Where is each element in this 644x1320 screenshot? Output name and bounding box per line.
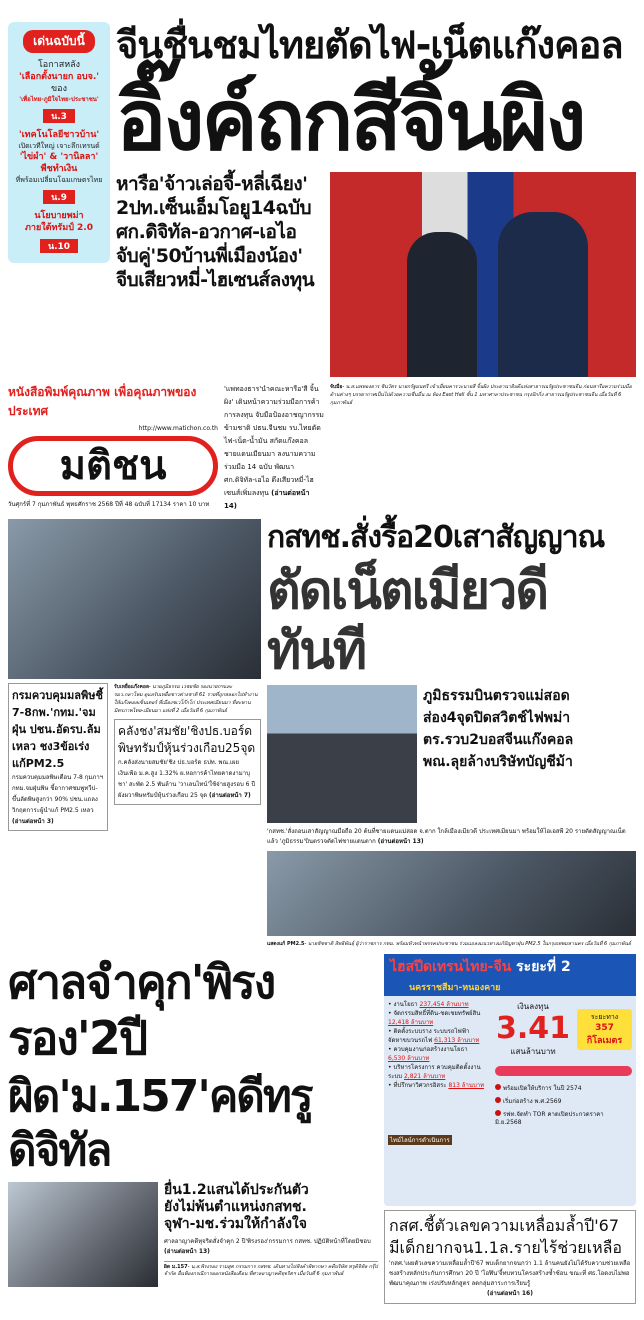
story-text: กรมควบคุมมลพิษเตือน 7-8 กุมภาฯ กทม.จมฝุ่นพิษ ชี้อากาศชมพูทวีป-ขึ้นลัดพิษสูงกว่า 90% ปชน.แถลงวิกฤตการะผู้นำแก้ PM2.5 เหลว bbox=[12, 774, 104, 814]
caption-text: - นายชัชชาติ สิทธิพันธุ์ ผู้ว่าราชการ กทม. พร้อมหัวหน้าพรรคประชาชน ร่วมแถลงแนวทางแก้ปัญหาฝุ่น PM2.5 ในกรุงเทพมหานคร เมื่อวันที่ 6 กุมภาพันธ์ bbox=[304, 941, 631, 947]
subhead: จีบเสียวหมี่-ไฮเซนส์ลงทุน bbox=[116, 269, 315, 291]
story-text: ก.คลังส่งนายสมชัย'ชิง ปธ.บอร์ด ธปท. พณ.เผยเงินเฟ้อ ม.ค.สูง 1.32% ผ.หอการค้าไทยคาดงามาบุชา' สะพัด 2.5 พันล้าน 'วาเลนไทน์'ใช้จ่ายสูงรอบ 6 ปี ผังผวาพิษทรัมป์หุ้นร่วงเกือบ 25 จุด bbox=[118, 759, 256, 799]
lead-photo-caption bbox=[330, 383, 636, 407]
highlight-text: 'เพื่อไทย-ภูมิใจไทย-ประชาชน' bbox=[19, 96, 99, 103]
story2-subheads bbox=[423, 685, 636, 773]
high-speed-rail-infographic bbox=[384, 954, 636, 1206]
story-text: 'กสทช.'สั่งถอนเสาสัญญาณมือถือ 20 ต้นที่ชายแดนแม่สอด จ.ตาก ใกล้เมืองเมียวดี ประเทศเมียนมา พร้อมให้ไอเอสพี 20 รายตัดสัญญาณเน็ตแล้ว 'ภูมิธรรม'บินตรวจตัดไฟชายแดนตาก bbox=[267, 828, 626, 845]
milestone: รฟท.จัดทำ TOR คาดเปิดประกวดราคา มิ.ย.2568 bbox=[495, 1111, 604, 1126]
subhead: หารือ'จ้าวเล่อจี้-หลี่เฉียง' bbox=[116, 173, 308, 195]
highlight-text: 'เลือกตั้งนายก อบจ.' bbox=[18, 72, 100, 82]
subhead: ศก.ดิจิทัล-อวกาศ-เอไอ bbox=[116, 221, 297, 243]
subhead: 2ปท.เซ็นเอ็มโอยู14ฉบับ bbox=[116, 197, 312, 219]
highlight-item[interactable] bbox=[10, 210, 108, 259]
lead-kicker-headline: จีนชื่นชมไทยตัดไฟ-เน็ตแก๊งคอล bbox=[116, 23, 623, 67]
caption-text: - น.ส.แพทองธาร ชินวัตร นายกรัฐมนตรี เข้าเยี่ยมคารวะนายสี จิ้นผิง ประธานาธิบดีแห่งสาธารณรัฐประชาชนจีน ก่อนหารือความร่วมมือด้านต่างๆ บรรยากาศเป็นไปด้วยความชื่นมื่น ณ ห้อง East Hall ชั้น 1 มหาศาลาประชาชน กรุงปักกิ่ง สาธารณรัฐประชาชนจีน เมื่อวันที่ 6 กุมภาพันธ์ bbox=[330, 384, 632, 406]
continued-link[interactable]: (อ่านต่อหน้า 7) bbox=[209, 792, 251, 799]
highlight-text: ที่พร้อมเปลี่ยนโฉมเกษตรไทย bbox=[15, 176, 103, 184]
distance-callout: ระยะทาง 357 กิโลเมตร bbox=[577, 1009, 632, 1050]
masthead-url[interactable]: http://www.matichon.co.th bbox=[138, 425, 218, 432]
highlight-text: 'เทคโนโลยีชาวบ้าน' bbox=[18, 130, 100, 140]
cost-item: • จัดกรรมสิทธิ์ที่ดิน-ชดเชยทรัพย์สิน 12,418 ล้านบาท bbox=[388, 1010, 481, 1026]
court-subheads bbox=[164, 1182, 378, 1233]
continued-link[interactable]: (อ่านต่อหน้า 13) bbox=[164, 1248, 210, 1255]
cost-item: • บริหารโครงการ ควบคุมติดตั้งงานระบบ 2,821 ล้านบาท bbox=[388, 1064, 481, 1080]
cost-item: • งานโยธา 237,454 ล้านบาท bbox=[388, 1001, 469, 1008]
continued-link[interactable]: (อ่านต่อหน้า 16) bbox=[487, 1290, 533, 1297]
story-headline[interactable]: กรมควบคุมมลพิษชี้ 7-8กพ.'กทม.'จมฝุ่น ปชน.อัดรบ.ล้มเหลว ชง3ข้อเร่งแก้PM2.5 bbox=[12, 689, 103, 770]
story-text: ศาลอาญาคดีทุจริตสั่งจำคุก 2 ปี'พิรงรอง'กรรมการ กสทช. ปฏิบัติหน้าที่โดยมิชอบ bbox=[164, 1238, 371, 1245]
investment-figure: เงินลงทุน 3.41 แสนล้านบาท bbox=[495, 1002, 571, 1056]
story2-kicker: กสทช.สั่งรื้อ20เสาสัญญาณ bbox=[267, 520, 605, 555]
middle-section bbox=[8, 519, 636, 948]
story2-headline[interactable]: ตัดเน็ตเมียวดีทันที bbox=[267, 561, 548, 681]
highlight-text: ของ bbox=[51, 84, 67, 94]
highlight-text: ภายใต้ทรัมป์ 2.0 bbox=[25, 223, 93, 233]
story-text: 'กสศ.'เผยตัวเลขความเหลื่อมล้ำปี'67 พบเด็กยากจนกว่า 1.1 ล้านคนยังไม่ได้รับความช่วยเหลือ ชงสร้างหลักประกันการศึกษา 20 ปี 'โอฬิน'จี้ทบทวนโครงสร้างซ้ำซ้อน ขณะที่ ศธ.โอดงบไม่พอพัฒนาคุณภาพ เร่งปรับหลักสูตร ลดกลุ่มสาระการเรียนรู้ bbox=[389, 1260, 631, 1287]
pm25-caption bbox=[267, 940, 636, 948]
highlights-badge: เด่นฉบับนี้ bbox=[23, 30, 95, 53]
milestone: พร้อมเปิดให้บริการ ในปี 2574 bbox=[495, 1084, 632, 1093]
pollution-story bbox=[8, 683, 108, 831]
court-text bbox=[164, 1237, 378, 1257]
page-ref: น.3 bbox=[43, 109, 75, 123]
cost-item: • ที่ปรึกษาวิศวกรอิสระ 813 ล้านบาท bbox=[388, 1082, 485, 1089]
call-center-victims-photo bbox=[8, 519, 261, 679]
highlight-item[interactable] bbox=[10, 129, 108, 210]
continued-link[interactable]: (อ่านต่อหน้า 14) bbox=[224, 489, 310, 510]
cost-item: • ติดตั้งระบบราง ระบบรถไฟฟ้า จัดหาขบวนรถไฟ 61,313 ล้านบาท bbox=[388, 1028, 480, 1044]
top-section bbox=[8, 22, 636, 377]
masthead-slogan: หนังสือพิมพ์คุณภาพ เพื่อคุณภาพของประเทศ bbox=[8, 385, 197, 418]
bottom-section bbox=[8, 954, 636, 1304]
highlight-text: พืชทำเงิน bbox=[40, 164, 78, 174]
masthead-section bbox=[8, 383, 636, 513]
highlight-text: 'ไข่ผำ' & 'วานิลลา' bbox=[19, 152, 99, 162]
story-headline[interactable]: คลังชง'สมชัย'ชิงปธ.บอร์ด พิษทรัมป์หุ้นร่วงเกือบ25จุด bbox=[118, 724, 256, 755]
highlight-text: นโยบายพม่า bbox=[34, 211, 84, 221]
subhead: ยื่น1.2แสนได้ประกันตัว bbox=[164, 1182, 309, 1198]
caption-label: แสดงแก้ PM2.5 bbox=[267, 941, 305, 947]
infographic-phase: ระยะที่ 2 bbox=[516, 959, 571, 975]
caption-text: - น.ส.พิรงรอง รามสูต กรรมการ กสทช. เดินทางไปฟังคำพิพากษา คดีบริษัท ทรูดิจิทัล กรุ๊ป จำกัด ยื่นฟ้องกรณีการออกหนังสือเตือน ที่ศาลอาญาคดีทุจริตฯ เมื่อวันที่ 6 กุมภาพันธ์ bbox=[164, 1264, 378, 1277]
court-headline[interactable]: ศาลจำคุก'พิรงรอง'2ปี bbox=[8, 955, 275, 1065]
caption-label: รับเหยื่อแก๊งคอล bbox=[114, 684, 149, 690]
lead-photo bbox=[330, 172, 636, 377]
timeline-tag: ไทม์ไลน์การดำเนินการ bbox=[390, 1137, 450, 1144]
infographic-title: ไฮสปีดเทรนไทย-จีน bbox=[390, 959, 512, 975]
infographic-route: นครราชสีมา-หนองคาย bbox=[384, 980, 636, 996]
subhead: ยังไม่พ้นตำแหน่งกสทช. bbox=[164, 1199, 307, 1215]
pm25-photo bbox=[267, 851, 636, 936]
subhead: ตร.รวบ2บอสจีนแก๊งคอล bbox=[423, 732, 574, 748]
court-photo-caption bbox=[164, 1261, 378, 1278]
subhead: ส่อง4จุดปิดสวิตช์ไฟพม่า bbox=[423, 710, 571, 726]
story-headline[interactable]: กสศ.ชี้ตัวเลขความเหลื่อมล้ำปี'67 bbox=[389, 1216, 620, 1235]
continued-link[interactable]: (อ่านต่อหน้า 3) bbox=[12, 818, 54, 825]
story-subheadline: มีเด็กยากจน1.1ล.รายไร้ช่วยเหลือ bbox=[389, 1238, 623, 1257]
story2-text bbox=[267, 827, 636, 847]
caption-text: - นายภูมิธรรม เวชยชัย รองนายกฯและ รมว.กลาโหม ดูแลรับเหยื่อชาวต่างชาติ 61 รายที่ถูกหลอกไปทำงานให้แก๊งคอลเซ็นเตอร์ ที่เมืองชเวโก๊กโก่ ประเทศเมียนมา ที่สะพานมิตรภาพไทย-เมียนมา แห่งที่ 2 เมื่อวันที่ 6 กุมภาพันธ์ bbox=[114, 684, 258, 714]
masthead bbox=[8, 383, 218, 509]
court-photo bbox=[8, 1182, 158, 1287]
page-ref: น.10 bbox=[40, 239, 78, 253]
lead-blurb bbox=[224, 383, 324, 513]
highlight-text: เปิดเวทีใหญ่ เจาะลึกเทรนด์ bbox=[18, 142, 100, 150]
lead-subheads bbox=[116, 172, 324, 292]
cost-list bbox=[384, 996, 489, 1094]
finance-story bbox=[114, 719, 261, 805]
lead-headline[interactable]: อิ๊งค์ถกสีจิ้นผิง bbox=[116, 71, 584, 169]
subhead: จับคู่'50บ้านพี่เมืองน้อง' bbox=[116, 245, 303, 267]
subhead: ภูมิธรรมบินตรวจแม่สอด bbox=[423, 688, 570, 704]
court-subheadline: ผิด'ม.157'คดีทรูดิจิทัล bbox=[8, 1071, 312, 1176]
milestone: เริ่มก่อสร้าง พ.ศ.2569 bbox=[495, 1097, 632, 1106]
mae-sot-photo bbox=[267, 685, 417, 823]
subhead: จุฬา-มช.ร่วมให้กำลังใจ bbox=[164, 1216, 307, 1232]
highlight-text: โอกาสหลัง bbox=[37, 60, 81, 70]
highlights-sidebar bbox=[8, 22, 110, 263]
issue-date: วันศุกร์ที่ 7 กุมภาพันธ์ พุทธศักราช 2568 ปีที่ 48 ฉบับที่ 17134 ราคา 10 บาท bbox=[8, 501, 210, 508]
highlight-item[interactable] bbox=[10, 59, 108, 129]
victims-photo-caption bbox=[114, 683, 261, 715]
blurb-text: 'แพทองธาร'นำคณะหารือ'สี จิ้นผิง' เดินหน้าความร่วมมือการค้า การลงทุน จับมือป้องอาชญากรรมข้ามชาติ ปธน.จีนชม รบ.ไทยตัดไฟ-เน็ต-น้ำมัน สกัดแก๊งคอลชายแดนเมียนมา ลงนามความร่วมมือ 14 ฉบับ พัฒนา ศก.ดิจิทัล-เอไอ ดึงเสียวหมี่-ไฮเซนส์เพิ่มลงทุน bbox=[224, 385, 324, 497]
train-illustration bbox=[495, 1066, 632, 1076]
continued-link[interactable]: (อ่านต่อหน้า 13) bbox=[377, 838, 424, 845]
cost-item: • ควบคุมงานก่อสร้างงานโยธา 6,530 ล้านบาท bbox=[388, 1046, 468, 1062]
page-ref: น.9 bbox=[43, 190, 75, 204]
education-story bbox=[384, 1210, 636, 1304]
caption-label: จับมือ bbox=[330, 384, 343, 390]
masthead-logo: มติชน bbox=[8, 436, 218, 496]
caption-label: ผิด ม.157 bbox=[164, 1264, 188, 1270]
subhead: พณ.ลุยล้างบริษัทบัญชีม้า bbox=[423, 754, 573, 770]
